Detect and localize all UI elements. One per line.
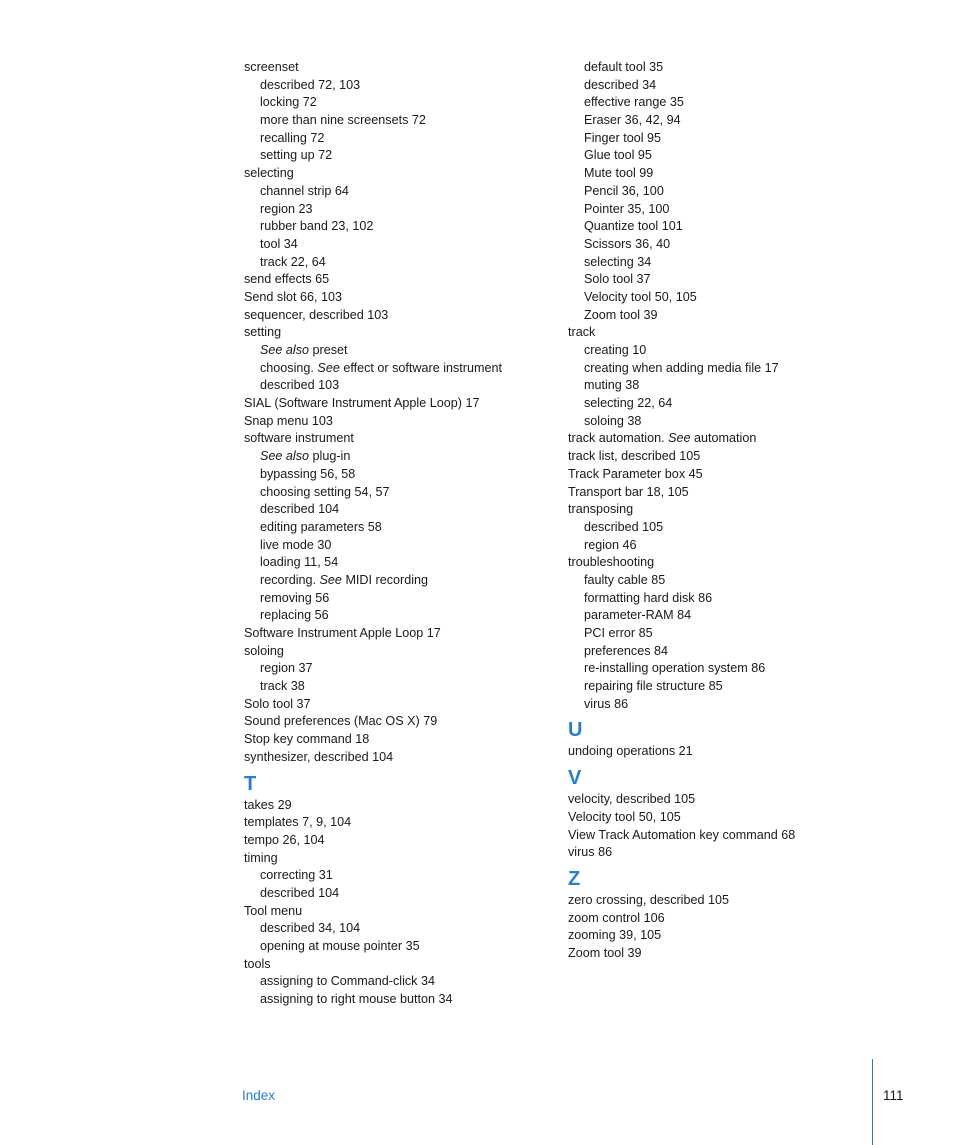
index-subentry — [244, 678, 544, 696]
cross-reference-label: See — [668, 431, 695, 446]
entry-lead: track automation. — [568, 431, 669, 446]
index-entry — [244, 430, 544, 448]
entry-text: more than nine screensets 72 — [260, 113, 426, 128]
index-subentry — [568, 201, 868, 219]
entry-text: formatting hard disk 86 — [584, 590, 713, 605]
entry-text: Sound preferences (Mac OS X) 79 — [244, 714, 438, 729]
index-subentry — [568, 590, 868, 608]
entry-text: Solo tool 37 — [244, 696, 311, 711]
entry-text: channel strip 64 — [260, 183, 349, 198]
index-entry — [568, 844, 868, 862]
entry-text: undoing operations 21 — [568, 744, 693, 759]
index-entry — [244, 271, 544, 289]
index-subentry — [244, 448, 544, 466]
index-entry — [244, 625, 544, 643]
index-subentry — [568, 342, 868, 360]
index-subentry — [568, 218, 868, 236]
entry-text: Mute tool 99 — [584, 166, 654, 181]
entry-text: synthesizer, described 104 — [244, 749, 394, 764]
entry-text: Solo tool 37 — [584, 272, 651, 287]
entry-text: correcting 31 — [260, 868, 333, 883]
entry-text: PCI error 85 — [584, 626, 653, 640]
entry-text: loading 11, 54 — [260, 555, 339, 570]
entry-text: repairing file structure 85 — [584, 679, 723, 694]
entry-text: Transport bar 18, 105 — [568, 484, 689, 499]
index-subentry — [568, 147, 868, 165]
index-entry — [244, 832, 544, 850]
entry-text: track list, described 105 — [568, 449, 701, 464]
entry-text: preferences 84 — [584, 643, 669, 658]
index-entry — [244, 643, 544, 661]
index-subentry — [244, 501, 544, 519]
entry-text: SIAL (Software Instrument Apple Loop) 17 — [244, 396, 480, 411]
index-subentry — [244, 236, 544, 254]
entry-text: Zoom tool 39 — [568, 945, 642, 960]
index-subentry — [568, 77, 868, 95]
entry-text: takes 29 — [244, 797, 292, 812]
index-subentry — [568, 395, 868, 413]
entry-text: assigning to right mouse button 34 — [260, 992, 453, 1007]
index-entry — [568, 484, 868, 502]
index-letter-heading: U — [568, 719, 583, 742]
cross-reference-label: See also — [260, 449, 313, 464]
entry-text: templates 7, 9, 104 — [244, 815, 352, 830]
entry-text: soloing — [244, 643, 284, 658]
entry-text: zooming 39, 105 — [568, 928, 662, 943]
entry-text: tool 34 — [260, 236, 298, 251]
index-subentry — [244, 973, 544, 991]
entry-text: track — [568, 325, 596, 340]
index-entry — [244, 59, 544, 77]
entry-text: selecting — [244, 166, 294, 181]
index-letter-heading: Z — [568, 867, 581, 890]
index-subentry — [244, 130, 544, 148]
index-subentry — [244, 867, 544, 885]
index-subentry — [568, 183, 868, 201]
index-column-right — [568, 59, 868, 963]
entry-text: troubleshooting — [568, 555, 655, 570]
cross-reference-label: See — [317, 360, 344, 375]
index-subentry — [568, 377, 868, 395]
entry-text: sequencer, described 103 — [244, 307, 389, 322]
entry-text: creating 10 — [584, 343, 647, 357]
entry-text: Scissors 36, 40 — [584, 236, 671, 251]
cross-reference-label: See also — [260, 343, 313, 357]
index-subentry — [244, 590, 544, 608]
entry-text: described 103 — [260, 378, 340, 393]
entry-text: Zoom tool 39 — [584, 307, 658, 322]
index-subentry — [244, 607, 544, 625]
entry-text: recalling 72 — [260, 130, 325, 145]
index-entry — [244, 324, 544, 342]
index-entry — [568, 743, 868, 761]
index-entry — [244, 749, 544, 767]
index-entry — [244, 696, 544, 714]
index-entry — [244, 395, 544, 413]
index-subentry — [244, 554, 544, 572]
entry-lead: recording. — [260, 572, 320, 587]
entry-text: velocity, described 105 — [568, 792, 696, 807]
index-entry — [568, 927, 868, 945]
index-entry — [568, 809, 868, 827]
entry-text: creating when adding media file 17 — [584, 360, 779, 375]
index-subentry — [568, 360, 868, 378]
index-subentry — [244, 991, 544, 1009]
index-subentry — [568, 643, 868, 661]
index-subentry — [568, 59, 868, 77]
index-subentry — [568, 112, 868, 130]
index-entry — [244, 797, 544, 815]
index-entry — [244, 903, 544, 921]
index-entry — [568, 466, 868, 484]
index-subentry — [244, 377, 544, 395]
index-subentry — [568, 94, 868, 112]
page-number: 111 — [883, 1088, 904, 1103]
index-entry — [244, 413, 544, 431]
entry-text: described 72, 103 — [260, 77, 361, 92]
entry-text: preset — [312, 343, 348, 357]
index-entry — [244, 307, 544, 325]
index-subentry — [244, 660, 544, 678]
entry-text: virus 86 — [584, 696, 629, 711]
entry-text: parameter-RAM 84 — [584, 608, 692, 623]
entry-text: track 22, 64 — [260, 254, 326, 269]
entry-text: Snap menu 103 — [244, 413, 333, 428]
index-entry — [244, 713, 544, 731]
entry-text: Stop key command 18 — [244, 732, 370, 747]
entry-text: editing parameters 58 — [260, 519, 382, 534]
entry-text: Finger tool 95 — [584, 130, 662, 145]
entry-text: locking 72 — [260, 95, 317, 110]
entry-text: faulty cable 85 — [584, 572, 666, 587]
index-subentry — [568, 307, 868, 325]
entry-text: View Track Automation key command 68 — [568, 827, 796, 842]
entry-text: replacing 56 — [260, 608, 329, 623]
index-entry — [244, 956, 544, 974]
index-subentry — [568, 572, 868, 590]
index-subentry — [568, 254, 868, 272]
footer-divider — [872, 1059, 873, 1145]
entry-text: timing — [244, 850, 278, 865]
entry-text: Tool menu — [244, 903, 303, 918]
entry-text: described 104 — [260, 502, 340, 517]
entry-text: region 46 — [584, 537, 637, 552]
index-entry — [568, 945, 868, 963]
entry-text: track 38 — [260, 679, 305, 694]
entry-text: transposing — [568, 502, 634, 517]
index-subentry — [244, 920, 544, 938]
index-entry — [568, 791, 868, 809]
entry-text: re-installing operation system 86 — [584, 661, 766, 676]
index-subentry — [244, 572, 544, 590]
entry-text: Software Instrument Apple Loop 17 — [244, 626, 441, 640]
index-column-left — [244, 59, 544, 1009]
entry-text: selecting 34 — [584, 254, 652, 269]
index-entry — [568, 448, 868, 466]
index-entry — [244, 289, 544, 307]
index-subentry — [568, 660, 868, 678]
entry-text: Pencil 36, 100 — [584, 183, 664, 198]
entry-text: zero crossing, described 105 — [568, 892, 730, 907]
index-entry — [244, 731, 544, 749]
index-subentry — [244, 183, 544, 201]
index-subentry — [568, 165, 868, 183]
entry-text: assigning to Command-click 34 — [260, 974, 435, 989]
entry-text: choosing setting 54, 57 — [260, 484, 390, 499]
index-entry — [568, 827, 868, 845]
entry-text: described 34, 104 — [260, 921, 361, 936]
index-subentry — [244, 147, 544, 165]
entry-text: Eraser 36, 42, 94 — [584, 113, 681, 128]
index-letter-heading: V — [568, 767, 582, 790]
entry-text: software instrument — [244, 431, 354, 446]
index-entry — [568, 324, 868, 342]
index-entry — [568, 430, 868, 448]
index-subentry — [244, 484, 544, 502]
entry-text: bypassing 56, 58 — [260, 466, 356, 481]
entry-text: send effects 65 — [244, 272, 330, 287]
index-subentry — [244, 77, 544, 95]
entry-text: region 37 — [260, 661, 313, 676]
index-subentry — [244, 885, 544, 903]
index-subentry — [244, 360, 544, 378]
index-subentry — [568, 130, 868, 148]
entry-text: automation — [694, 431, 757, 446]
entry-text: effect or software instrument — [343, 360, 503, 375]
index-entry — [244, 165, 544, 183]
index-subentry — [244, 112, 544, 130]
index-entry — [568, 910, 868, 928]
index-subentry — [244, 94, 544, 112]
entry-text: plug-in — [312, 449, 351, 464]
entry-text: default tool 35 — [584, 60, 664, 74]
entry-text: Quantize tool 101 — [584, 219, 683, 234]
index-subentry — [244, 254, 544, 272]
entry-text: Pointer 35, 100 — [584, 201, 670, 216]
entry-text: Velocity tool 50, 105 — [584, 289, 697, 304]
index-subentry — [244, 218, 544, 236]
index-entry — [244, 814, 544, 832]
entry-text: described 104 — [260, 885, 340, 900]
entry-text: zoom control 106 — [568, 910, 665, 925]
index-subentry — [244, 466, 544, 484]
index-entry — [568, 892, 868, 910]
entry-text: tempo 26, 104 — [244, 832, 325, 847]
entry-text: region 23 — [260, 201, 313, 216]
entry-text: screenset — [244, 60, 299, 74]
footer-section-label: Index — [242, 1088, 276, 1103]
entry-text: effective range 35 — [584, 95, 684, 110]
entry-text: muting 38 — [584, 378, 640, 393]
index-subentry — [568, 236, 868, 254]
entry-text: tools — [244, 956, 271, 971]
entry-text: described 105 — [584, 519, 664, 534]
index-entry — [568, 501, 868, 519]
entry-text: virus 86 — [568, 845, 613, 860]
index-subentry — [568, 537, 868, 555]
index-subentry — [244, 201, 544, 219]
index-subentry — [244, 938, 544, 956]
index-subentry — [568, 271, 868, 289]
entry-text: opening at mouse pointer 35 — [260, 939, 420, 953]
index-subentry — [568, 625, 868, 643]
index-subentry — [568, 678, 868, 696]
index-subentry — [568, 607, 868, 625]
entry-text: soloing 38 — [584, 413, 642, 428]
entry-text: Glue tool 95 — [584, 148, 652, 163]
index-subentry — [244, 342, 544, 360]
entry-text: Send slot 66, 103 — [244, 289, 343, 304]
entry-text: removing 56 — [260, 590, 330, 605]
entry-text: MIDI recording — [345, 572, 429, 587]
entry-text: selecting 22, 64 — [584, 396, 673, 411]
index-entry — [244, 850, 544, 868]
index-subentry — [568, 289, 868, 307]
index-letter-heading: T — [244, 772, 257, 795]
index-subentry — [568, 519, 868, 537]
entry-text: Velocity tool 50, 105 — [568, 809, 681, 824]
entry-text: live mode 30 — [260, 537, 332, 552]
entry-text: setting — [244, 325, 282, 340]
entry-text: Track Parameter box 45 — [568, 466, 703, 481]
index-subentry — [568, 413, 868, 431]
index-entry — [568, 554, 868, 572]
index-subentry — [244, 537, 544, 555]
entry-text: described 34 — [584, 77, 657, 92]
index-subentry — [244, 519, 544, 537]
entry-text: setting up 72 — [260, 148, 333, 163]
entry-text: rubber band 23, 102 — [260, 219, 374, 234]
index-subentry — [568, 696, 868, 714]
cross-reference-label: See — [319, 572, 346, 587]
entry-lead: choosing. — [260, 360, 318, 375]
